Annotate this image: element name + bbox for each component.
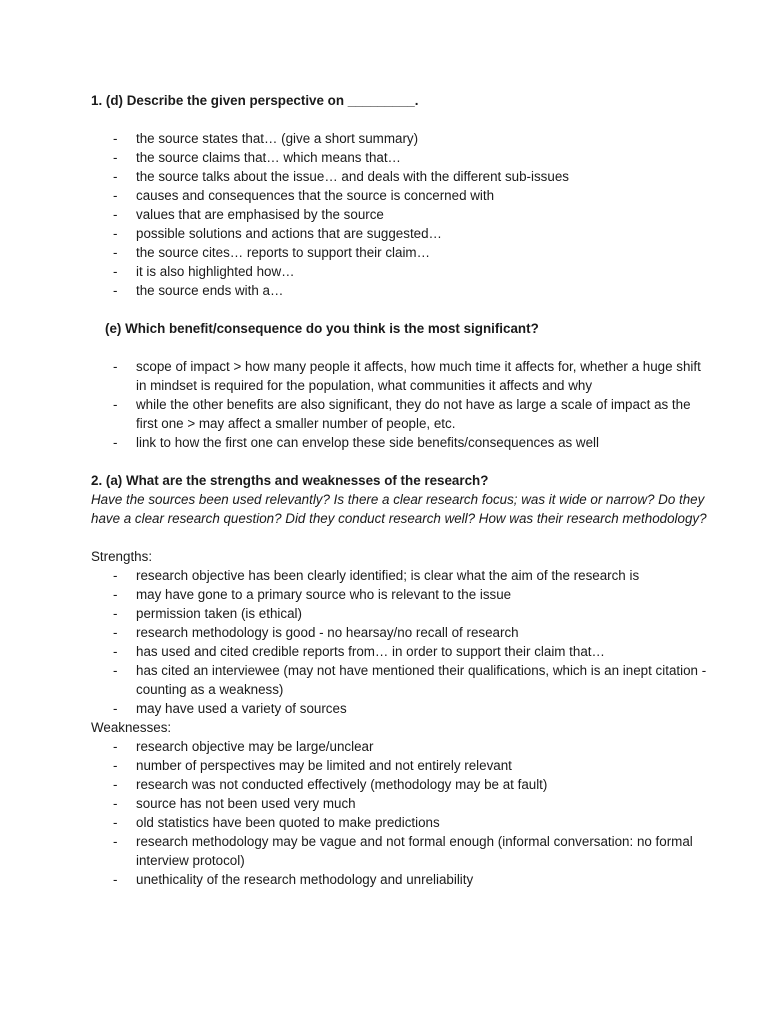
section-2a-prompt: Have the sources been used relevantly? Is there a clear research focus; was it wide or narrow? Do they have a clear research question? Did they conduct research well? How was their research methodology? (91, 492, 707, 526)
weaknesses-label: Weaknesses: (91, 720, 172, 735)
section-2a-heading: 2. (a) What are the strengths and weaknesses of the research? (91, 473, 489, 488)
section-1e-heading: (e) Which benefit/consequence do you think is the most significant? (105, 321, 539, 336)
list-item: - source has not been used very much (91, 794, 708, 813)
list-item: - research objective may be large/unclear (91, 737, 708, 756)
section-1d-heading: 1. (d) Describe the given perspective on _________. (91, 93, 419, 108)
list-item: - may have gone to a primary source who is relevant to the issue (91, 585, 708, 604)
list-item: - causes and consequences that the source is concerned with (91, 186, 708, 205)
strengths-list (91, 566, 708, 718)
weaknesses-list (91, 737, 708, 889)
list-item: - scope of impact > how many people it affects, how much time it affects for, whether a huge shift in mindset is required for the population, what communities it affects and why (91, 357, 708, 395)
section-1d-list (91, 129, 708, 300)
list-item: - may have used a variety of sources (91, 699, 708, 718)
list-item: - research methodology is good - no hearsay/no recall of research (91, 623, 708, 642)
list-item: - link to how the first one can envelop these side benefits/consequences as well (91, 433, 708, 452)
list-item: - while the other benefits are also significant, they do not have as large a scale of impact as the first one > may affect a smaller number of people, etc. (91, 395, 708, 433)
list-item: - research methodology may be vague and not formal enough (informal conversation: no formal interview protocol) (91, 832, 708, 870)
list-item: - it is also highlighted how… (91, 262, 708, 281)
list-item: - research was not conducted effectively (methodology may be at fault) (91, 775, 708, 794)
section-1e-list (91, 357, 708, 452)
list-item: - values that are emphasised by the source (91, 205, 708, 224)
list-item: - the source states that… (give a short summary) (91, 129, 708, 148)
list-item: - has used and cited credible reports from… in order to support their claim that… (91, 642, 708, 661)
list-item: - the source talks about the issue… and deals with the different sub-issues (91, 167, 708, 186)
list-item: - old statistics have been quoted to make predictions (91, 813, 708, 832)
list-item: - number of perspectives may be limited and not entirely relevant (91, 756, 708, 775)
list-item: - possible solutions and actions that are suggested… (91, 224, 708, 243)
list-item: - unethicality of the research methodology and unreliability (91, 870, 708, 889)
strengths-label: Strengths: (91, 549, 153, 564)
list-item: - has cited an interviewee (may not have mentioned their qualifications, which is an inept citation - counting as a weakness) (91, 661, 708, 699)
list-item: - permission taken (is ethical) (91, 604, 708, 623)
list-item: - research objective has been clearly identified; is clear what the aim of the research is (91, 566, 708, 585)
list-item: - the source cites… reports to support their claim… (91, 243, 708, 262)
list-item: - the source ends with a… (91, 281, 708, 300)
list-item: - the source claims that… which means that… (91, 148, 708, 167)
